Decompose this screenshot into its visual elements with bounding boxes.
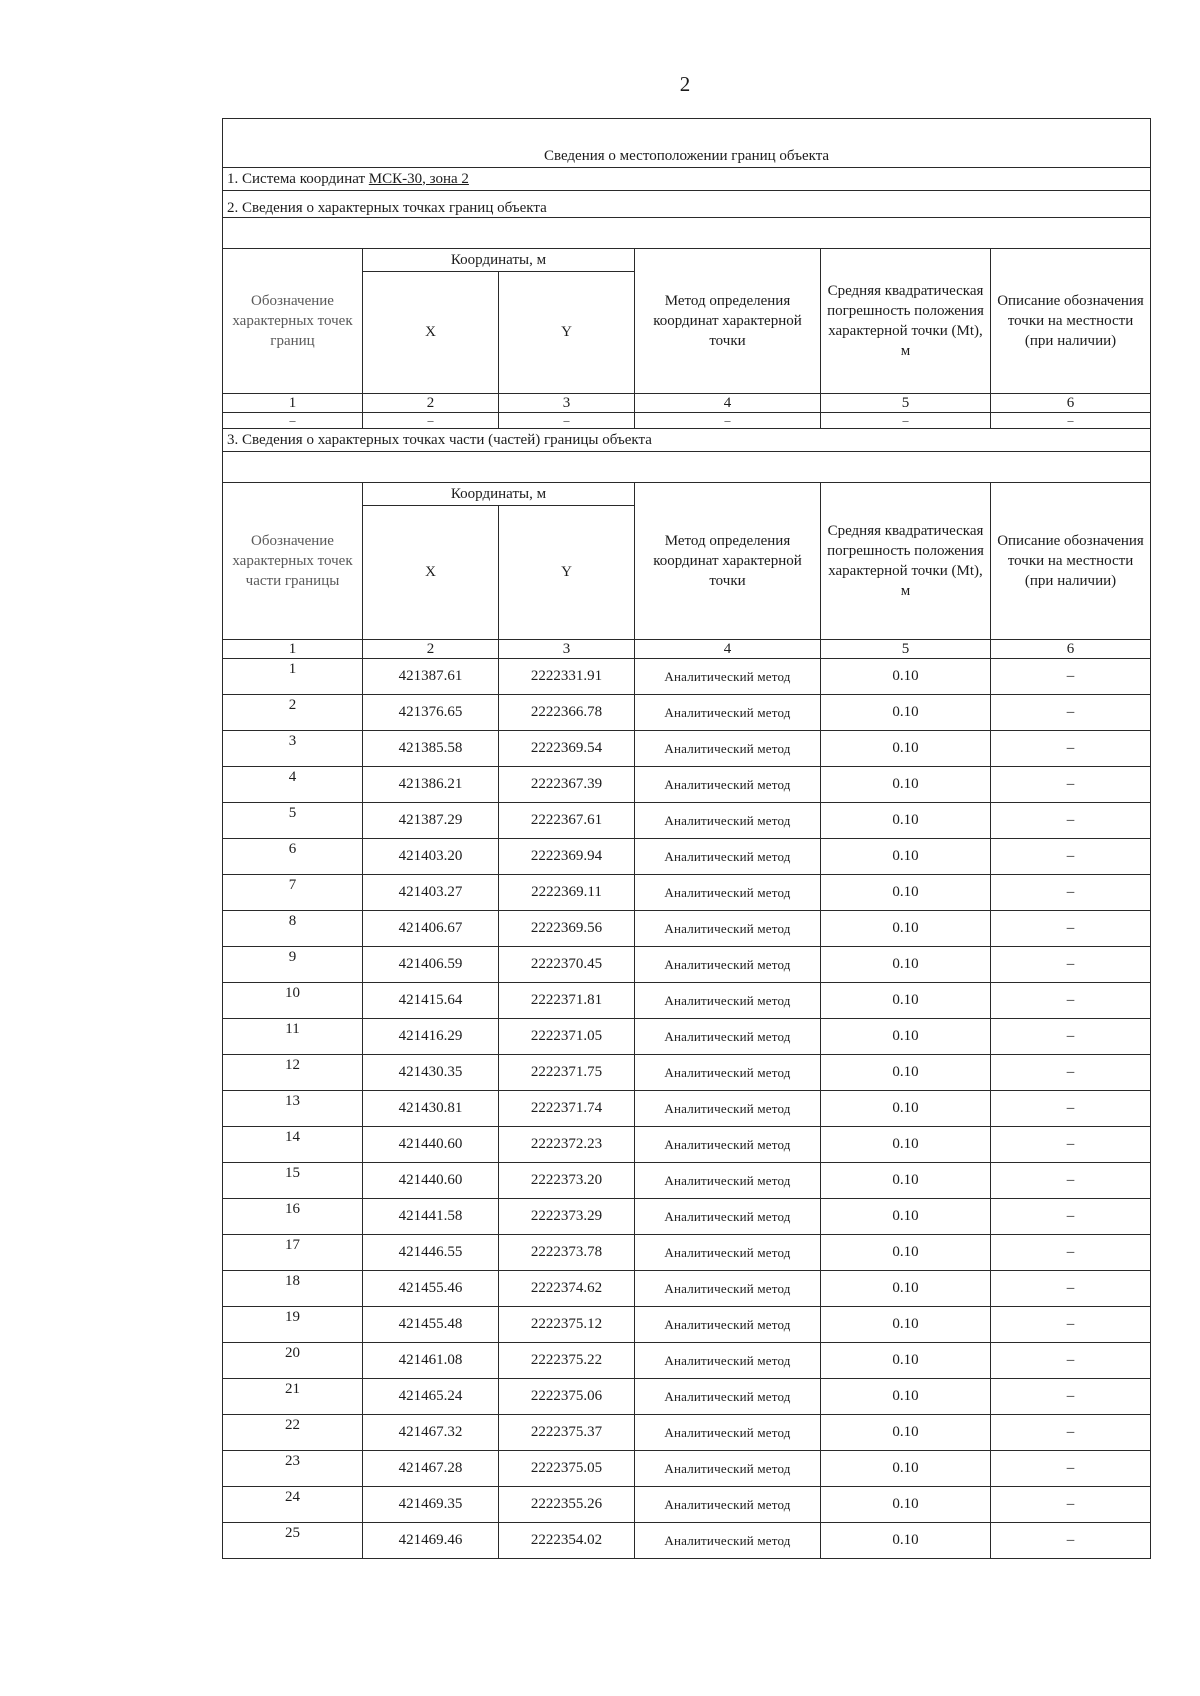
cell-description: – [991,1271,1151,1307]
cell-point-number: 20 [223,1343,363,1379]
table-row [223,839,1151,875]
section-2-spacer [223,218,1151,249]
table-row [223,1091,1151,1127]
t2-colnum: 3 [499,640,635,659]
cell-coord-x: 421406.59 [363,947,499,983]
cell-coord-y: 2222331.91 [499,659,635,695]
cell-accuracy: 0.10 [821,947,991,983]
cell-coord-x: 421467.32 [363,1415,499,1451]
table-row [223,911,1151,947]
cell-coord-x: 421467.28 [363,1451,499,1487]
cell-method: Аналитический метод [635,1523,821,1559]
cell-description: – [991,1019,1151,1055]
table-row [223,1055,1151,1091]
t2-header-coordinates: Координаты, м [363,483,635,506]
table-row [223,1271,1151,1307]
cell-coord-x: 421469.46 [363,1523,499,1559]
cell-coord-y: 2222372.23 [499,1127,635,1163]
table-row [223,947,1151,983]
cell-accuracy: 0.10 [821,1379,991,1415]
t1-colnum: 2 [363,394,499,413]
cell-method: Аналитический метод [635,1379,821,1415]
cell-accuracy: 0.10 [821,1235,991,1271]
cell-method: Аналитический метод [635,659,821,695]
cell-description: – [991,1487,1151,1523]
cell-description: – [991,1523,1151,1559]
cell-method: Аналитический метод [635,1271,821,1307]
cell-coord-x: 421406.67 [363,911,499,947]
cell-coord-y: 2222374.62 [499,1271,635,1307]
cell-point-number: 14 [223,1127,363,1163]
t2-header-point-id: Обозначение характерных точек части границы [223,483,363,640]
cell-coord-x: 421465.24 [363,1379,499,1415]
cell-coord-x: 421455.48 [363,1307,499,1343]
cell-coord-y: 2222375.05 [499,1451,635,1487]
cell-accuracy: 0.10 [821,1163,991,1199]
t1-header-coordinates: Координаты, м [363,249,635,272]
cell-coord-x: 421430.35 [363,1055,499,1091]
section-2-title: 2. Сведения о характерных точках границ объекта [223,191,1151,218]
cell-coord-y: 2222369.94 [499,839,635,875]
t1-header-x: X [363,272,499,394]
cell-method: Аналитический метод [635,1235,821,1271]
cell-coord-y: 2222371.05 [499,1019,635,1055]
cell-accuracy: 0.10 [821,1019,991,1055]
cell-coord-y: 2222371.75 [499,1055,635,1091]
table-row [223,1415,1151,1451]
cell-point-number: 24 [223,1487,363,1523]
cell-description: – [991,767,1151,803]
cell-accuracy: 0.10 [821,1271,991,1307]
cell-method: Аналитический метод [635,1091,821,1127]
cell-coord-y: 2222371.74 [499,1091,635,1127]
cell-coord-y: 2222375.22 [499,1343,635,1379]
cell-description: – [991,947,1151,983]
cell-coord-x: 421386.21 [363,767,499,803]
cell-coord-y: 2222375.06 [499,1379,635,1415]
cell-method: Аналитический метод [635,1163,821,1199]
cell-description: – [991,1235,1151,1271]
section-coordinate-system [223,168,1151,191]
t1-header-point-id: Обозначение характерных точек границ [223,249,363,394]
cell-coord-x: 421461.08 [363,1343,499,1379]
cell-method: Аналитический метод [635,1487,821,1523]
cell-description: – [991,983,1151,1019]
t1-header-description: Описание обозначения точки на местности (при наличии) [991,249,1151,394]
cell-coord-x: 421455.46 [363,1271,499,1307]
cell-coord-y: 2222375.37 [499,1415,635,1451]
t2-colnum: 5 [821,640,991,659]
cell-accuracy: 0.10 [821,983,991,1019]
cell-point-number: 12 [223,1055,363,1091]
t1-colnum: 5 [821,394,991,413]
table-row [223,803,1151,839]
cell-description: – [991,911,1151,947]
cell-coord-y: 2222373.20 [499,1163,635,1199]
table-row [223,1163,1151,1199]
cell-description: – [991,1451,1151,1487]
cell-accuracy: 0.10 [821,1055,991,1091]
table-row [223,1523,1151,1559]
cell-method: Аналитический метод [635,983,821,1019]
cell-coord-y: 2222373.29 [499,1199,635,1235]
cell-point-number: 10 [223,983,363,1019]
cell-coord-y: 2222370.45 [499,947,635,983]
cell-point-number: 6 [223,839,363,875]
t2-header-description: Описание обозначения точки на местности (при наличии) [991,483,1151,640]
t1-empty-cell: – [363,413,499,429]
cell-method: Аналитический метод [635,1307,821,1343]
table-row [223,695,1151,731]
t2-colnum: 2 [363,640,499,659]
cell-coord-x: 421430.81 [363,1091,499,1127]
cell-accuracy: 0.10 [821,1487,991,1523]
cell-accuracy: 0.10 [821,1415,991,1451]
table-row [223,767,1151,803]
cell-accuracy: 0.10 [821,1307,991,1343]
cell-method: Аналитический метод [635,1055,821,1091]
cell-method: Аналитический метод [635,947,821,983]
cell-coord-x: 421415.64 [363,983,499,1019]
cell-coord-x: 421416.29 [363,1019,499,1055]
cell-coord-x: 421403.20 [363,839,499,875]
cell-point-number: 11 [223,1019,363,1055]
boundary-document [222,118,1150,1559]
cell-description: – [991,1163,1151,1199]
cell-method: Аналитический метод [635,1199,821,1235]
cell-coord-y: 2222355.26 [499,1487,635,1523]
table-row [223,1343,1151,1379]
boundary-table [222,118,1151,1559]
cell-accuracy: 0.10 [821,839,991,875]
cell-method: Аналитический метод [635,911,821,947]
t1-colnum: 3 [499,394,635,413]
cell-description: – [991,875,1151,911]
cell-method: Аналитический метод [635,1415,821,1451]
section-1-label: 1. Система координат [227,170,369,187]
cell-description: – [991,1091,1151,1127]
t1-empty-cell: – [499,413,635,429]
t1-empty-cell: – [991,413,1151,429]
cell-point-number: 23 [223,1451,363,1487]
cell-description: – [991,1199,1151,1235]
cell-point-number: 18 [223,1271,363,1307]
cell-method: Аналитический метод [635,875,821,911]
table-row [223,659,1151,695]
table-row [223,1487,1151,1523]
cell-accuracy: 0.10 [821,1451,991,1487]
cell-point-number: 21 [223,1379,363,1415]
cell-accuracy: 0.10 [821,659,991,695]
cell-accuracy: 0.10 [821,1199,991,1235]
cell-description: – [991,839,1151,875]
table-row [223,1127,1151,1163]
cell-point-number: 4 [223,767,363,803]
cell-accuracy: 0.10 [821,1127,991,1163]
cell-accuracy: 0.10 [821,911,991,947]
cell-description: – [991,1343,1151,1379]
cell-description: – [991,695,1151,731]
t1-empty-cell: – [635,413,821,429]
cell-point-number: 15 [223,1163,363,1199]
table-row [223,875,1151,911]
cell-description: – [991,803,1151,839]
table-row [223,1451,1151,1487]
cell-point-number: 9 [223,947,363,983]
cell-method: Аналитический метод [635,1451,821,1487]
coordinate-system-value: МСК-30, зона 2 [368,170,469,187]
cell-method: Аналитический метод [635,803,821,839]
page-number: 2 [679,72,691,96]
cell-coord-y: 2222375.12 [499,1307,635,1343]
cell-point-number: 2 [223,695,363,731]
table-row [223,1199,1151,1235]
cell-coord-y: 2222369.54 [499,731,635,767]
t1-empty-cell: – [223,413,363,429]
cell-coord-y: 2222366.78 [499,695,635,731]
t2-colnum: 6 [991,640,1151,659]
t1-colnum: 6 [991,394,1151,413]
cell-accuracy: 0.10 [821,695,991,731]
cell-accuracy: 0.10 [821,1091,991,1127]
cell-point-number: 22 [223,1415,363,1451]
table-row [223,1379,1151,1415]
cell-point-number: 1 [223,659,363,695]
cell-description: – [991,731,1151,767]
cell-coord-x: 421387.61 [363,659,499,695]
cell-method: Аналитический метод [635,1019,821,1055]
cell-point-number: 25 [223,1523,363,1559]
cell-method: Аналитический метод [635,695,821,731]
cell-coord-y: 2222373.78 [499,1235,635,1271]
t1-colnum: 1 [223,394,363,413]
cell-coord-y: 2222369.11 [499,875,635,911]
t1-colnum: 4 [635,394,821,413]
cell-point-number: 5 [223,803,363,839]
cell-point-number: 7 [223,875,363,911]
t2-header-accuracy: Средняя квадратическая погрешность положения характерной точки (Mt), м [821,483,991,640]
cell-method: Аналитический метод [635,839,821,875]
cell-method: Аналитический метод [635,767,821,803]
t1-header-accuracy-text: Средняя квадратическая погрешность положения характерной точки (Mt), м [827,282,984,360]
t1-header-accuracy [821,249,991,394]
cell-coord-x: 421440.60 [363,1127,499,1163]
table-row [223,1307,1151,1343]
cell-method: Аналитический метод [635,1343,821,1379]
cell-method: Аналитический метод [635,1127,821,1163]
cell-coord-x: 421446.55 [363,1235,499,1271]
cell-coord-x: 421469.35 [363,1487,499,1523]
t1-empty-cell: – [821,413,991,429]
cell-point-number: 17 [223,1235,363,1271]
cell-point-number: 3 [223,731,363,767]
cell-coord-y: 2222367.61 [499,803,635,839]
cell-method: Аналитический метод [635,731,821,767]
document-title: Сведения о местоположении границ объекта [223,119,1151,168]
cell-coord-y: 2222354.02 [499,1523,635,1559]
t2-colnum: 1 [223,640,363,659]
cell-description: – [991,1055,1151,1091]
cell-coord-x: 421403.27 [363,875,499,911]
t1-header-y: Y [499,272,635,394]
cell-description: – [991,1379,1151,1415]
cell-coord-x: 421385.58 [363,731,499,767]
t1-header-method: Метод определения координат характерной точки [635,249,821,394]
cell-coord-y: 2222367.39 [499,767,635,803]
cell-coord-x: 421441.58 [363,1199,499,1235]
table-row [223,983,1151,1019]
cell-coord-x: 421387.29 [363,803,499,839]
cell-accuracy: 0.10 [821,731,991,767]
cell-point-number: 19 [223,1307,363,1343]
t2-colnum: 4 [635,640,821,659]
table-row [223,1019,1151,1055]
cell-coord-y: 2222369.56 [499,911,635,947]
cell-coord-x: 421376.65 [363,695,499,731]
cell-coord-y: 2222371.81 [499,983,635,1019]
t2-header-y: Y [499,506,635,640]
cell-description: – [991,659,1151,695]
cell-accuracy: 0.10 [821,767,991,803]
cell-description: – [991,1415,1151,1451]
cell-accuracy: 0.10 [821,875,991,911]
cell-coord-x: 421440.60 [363,1163,499,1199]
cell-accuracy: 0.10 [821,1523,991,1559]
cell-point-number: 8 [223,911,363,947]
cell-accuracy: 0.10 [821,803,991,839]
cell-point-number: 16 [223,1199,363,1235]
t2-header-method: Метод определения координат характерной точки [635,483,821,640]
table-row [223,1235,1151,1271]
section-3-title: 3. Сведения о характерных точках части (частей) границы объекта [223,429,1151,452]
cell-accuracy: 0.10 [821,1343,991,1379]
t2-header-x: X [363,506,499,640]
cell-point-number: 13 [223,1091,363,1127]
section-3-spacer [223,452,1151,483]
cell-description: – [991,1307,1151,1343]
cell-description: – [991,1127,1151,1163]
table-row [223,731,1151,767]
